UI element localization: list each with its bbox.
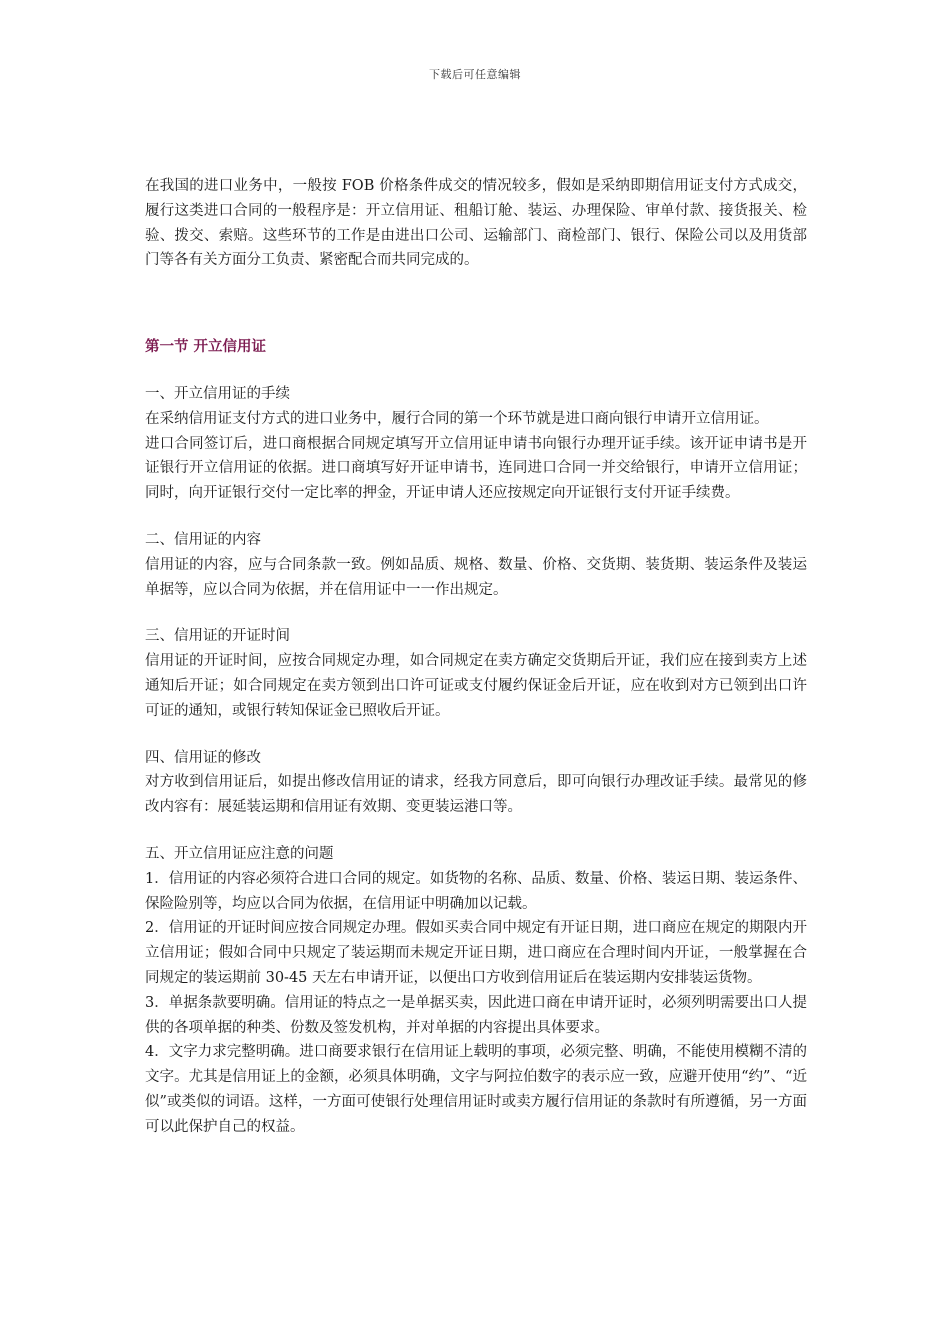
subsection-heading-2: 二、信用证的内容 (145, 531, 261, 548)
header-note: 下载后可任意编辑 (429, 68, 521, 81)
paragraph: 信用证的内容，应与合同条款一致。例如品质、规格、数量、价格、交货期、装货期、装运条件及装运单据等，应以合同为依据，并在信用证中一一作出规定。 (145, 556, 807, 598)
subsection-heading-3: 三、信用证的开证时间 (145, 628, 290, 645)
list-item: 4．文字力求完整明确。进口商要求银行在信用证上载明的事项，必须完整、明确，不能使用模糊不清的文字。尤其是信用证上的金额，必须具体明确，文字与阿拉伯数字的表示应一致，应避开使用“约”、“近似”或类似的词语。这样，一方面可使银行处理信用证时或卖方履行信用证的条款时有所遵循，另一方面可以此保护自己的权益。 (145, 1044, 808, 1135)
subsection-heading-5: 五、开立信用证应注意的问题 (145, 845, 334, 862)
list-item: 3．单据条款要明确。信用证的特点之一是单据买卖，因此进口商在申请开证时，必须列明需要出口人提供的各项单据的种类、份数及签发机构，并对单据的内容提出具体要求。 (145, 994, 807, 1036)
subsection-heading-4: 四、信用证的修改 (145, 749, 261, 766)
list-item: 2．信用证的开证时间应按合同规定办理。假如买卖合同中规定有开证日期，进口商应在规定的期限内开立信用证；假如合同中只规定了装运期而未规定开证日期，进口商应在合理时间内开证，一般掌握在合同规定的装运期前 30-45 天左右申请开证，以便出口方收到信用证后在装运期内安排装运货物。 (145, 920, 807, 986)
subsection-heading-1: 一、开立信用证的手续 (145, 385, 290, 402)
paragraph: 进口合同签订后，进口商根据合同规定填写开立信用证申请书向银行办理开证手续。该开证申请书是开证银行开立信用证的依据。进口商填写好开证申请书，连同进口合同一并交给银行，申请开立信用证；同时，向开证银行交付一定比率的押金，开证申请人还应按规定向开证银行支付开证手续费。 (145, 435, 807, 502)
document-body (145, 174, 807, 1140)
paragraph: 信用证的开证时间，应按合同规定办理，如合同规定在卖方确定交货期后开证，我们应在接到卖方上述通知后开证；如合同规定在卖方领到出口许可证或支付履约保证金后开证，应在收到对方已领到出口许可证的通知，或银行转知保证金已照收后开证。 (145, 653, 807, 719)
paragraph: 在采纳信用证支付方式的进口业务中，履行合同的第一个环节就是进口商向银行申请开立信用证。 (145, 410, 769, 427)
intro-paragraph: 在我国的进口业务中，一般按 FOB 价格条件成交的情况较多，假如是采纳即期信用证支付方式成交，履行这类进口合同的一般程序是：开立信用证、租船订舱、装运、办理保险、审单付款、接货报关、检验、拨交、索赔。这些环节的工作是由进出口公司、运输部门、商检部门、银行、保险公司以及用货部门等各有关方面分工负责、紧密配合而共同完成的。 (145, 178, 807, 269)
paragraph: 对方收到信用证后，如提出修改信用证的请求，经我方同意后，即可向银行办理改证手续。最常见的修改内容有：展延装运期和信用证有效期、变更装运港口等。 (145, 774, 807, 816)
list-item: 1．信用证的内容必须符合进口合同的规定。如货物的名称、品质、数量、价格、装运日期、装运条件、保险险别等，均应以合同为依据，在信用证中明确加以记载。 (145, 870, 807, 912)
section-title: 第一节 开立信用证 (145, 339, 267, 356)
